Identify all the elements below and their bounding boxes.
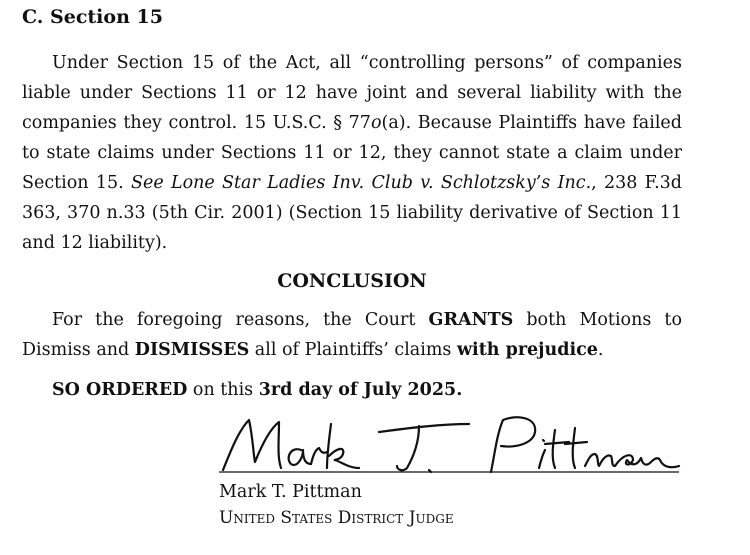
- section-15-paragraph: [22, 48, 682, 258]
- so-ordered-label: SO ORDERED: [52, 380, 188, 400]
- bold-term: DISMISSES: [134, 340, 250, 360]
- bold-term: GRANTS: [428, 310, 514, 330]
- paragraph-text: , 238 F.3d 363, 370 n.33 (5th Cir. 2001) (Section 15 liability derivative of Section 11 and 12 liability).: [22, 173, 682, 253]
- paragraph-text: both Motions to Dismiss and: [22, 310, 682, 360]
- handwritten-signature: [219, 410, 681, 480]
- paragraph-text: (a). Because Plaintiffs have failed to state claims under Sections 11 or 12, they cannot state a claim under Section 15.: [22, 113, 682, 193]
- paragraph-text: For the foregoing reasons, the Court: [52, 310, 429, 330]
- paragraph-text: Under Section 15 of the Act, all “controlling persons” of companies liable under Sections 11 or 12 have joint and several liability with the companies they control. 15 U.S.C. § 77: [22, 53, 682, 133]
- conclusion-heading: CONCLUSION: [277, 270, 427, 292]
- judge-title: United States District Judge: [219, 508, 454, 528]
- conclusion-paragraph: [22, 305, 682, 365]
- bold-term: with prejudice: [456, 340, 598, 360]
- paragraph-text: all of Plaintiffs’ claims: [249, 340, 457, 360]
- judge-name: Mark T. Pittman: [219, 482, 362, 502]
- signature-image: [219, 410, 681, 480]
- paragraph-text: .: [597, 340, 604, 360]
- paragraph-italic-text: o: [370, 113, 382, 133]
- case-citation: See Lone Star Ladies Inv. Club v. Schlotzsky’s Inc.: [130, 173, 592, 193]
- so-ordered-line: [52, 375, 462, 405]
- so-ordered-text: on this: [187, 380, 259, 400]
- order-date: 3rd day of July 2025.: [258, 380, 463, 400]
- section-heading: C. Section 15: [22, 6, 163, 28]
